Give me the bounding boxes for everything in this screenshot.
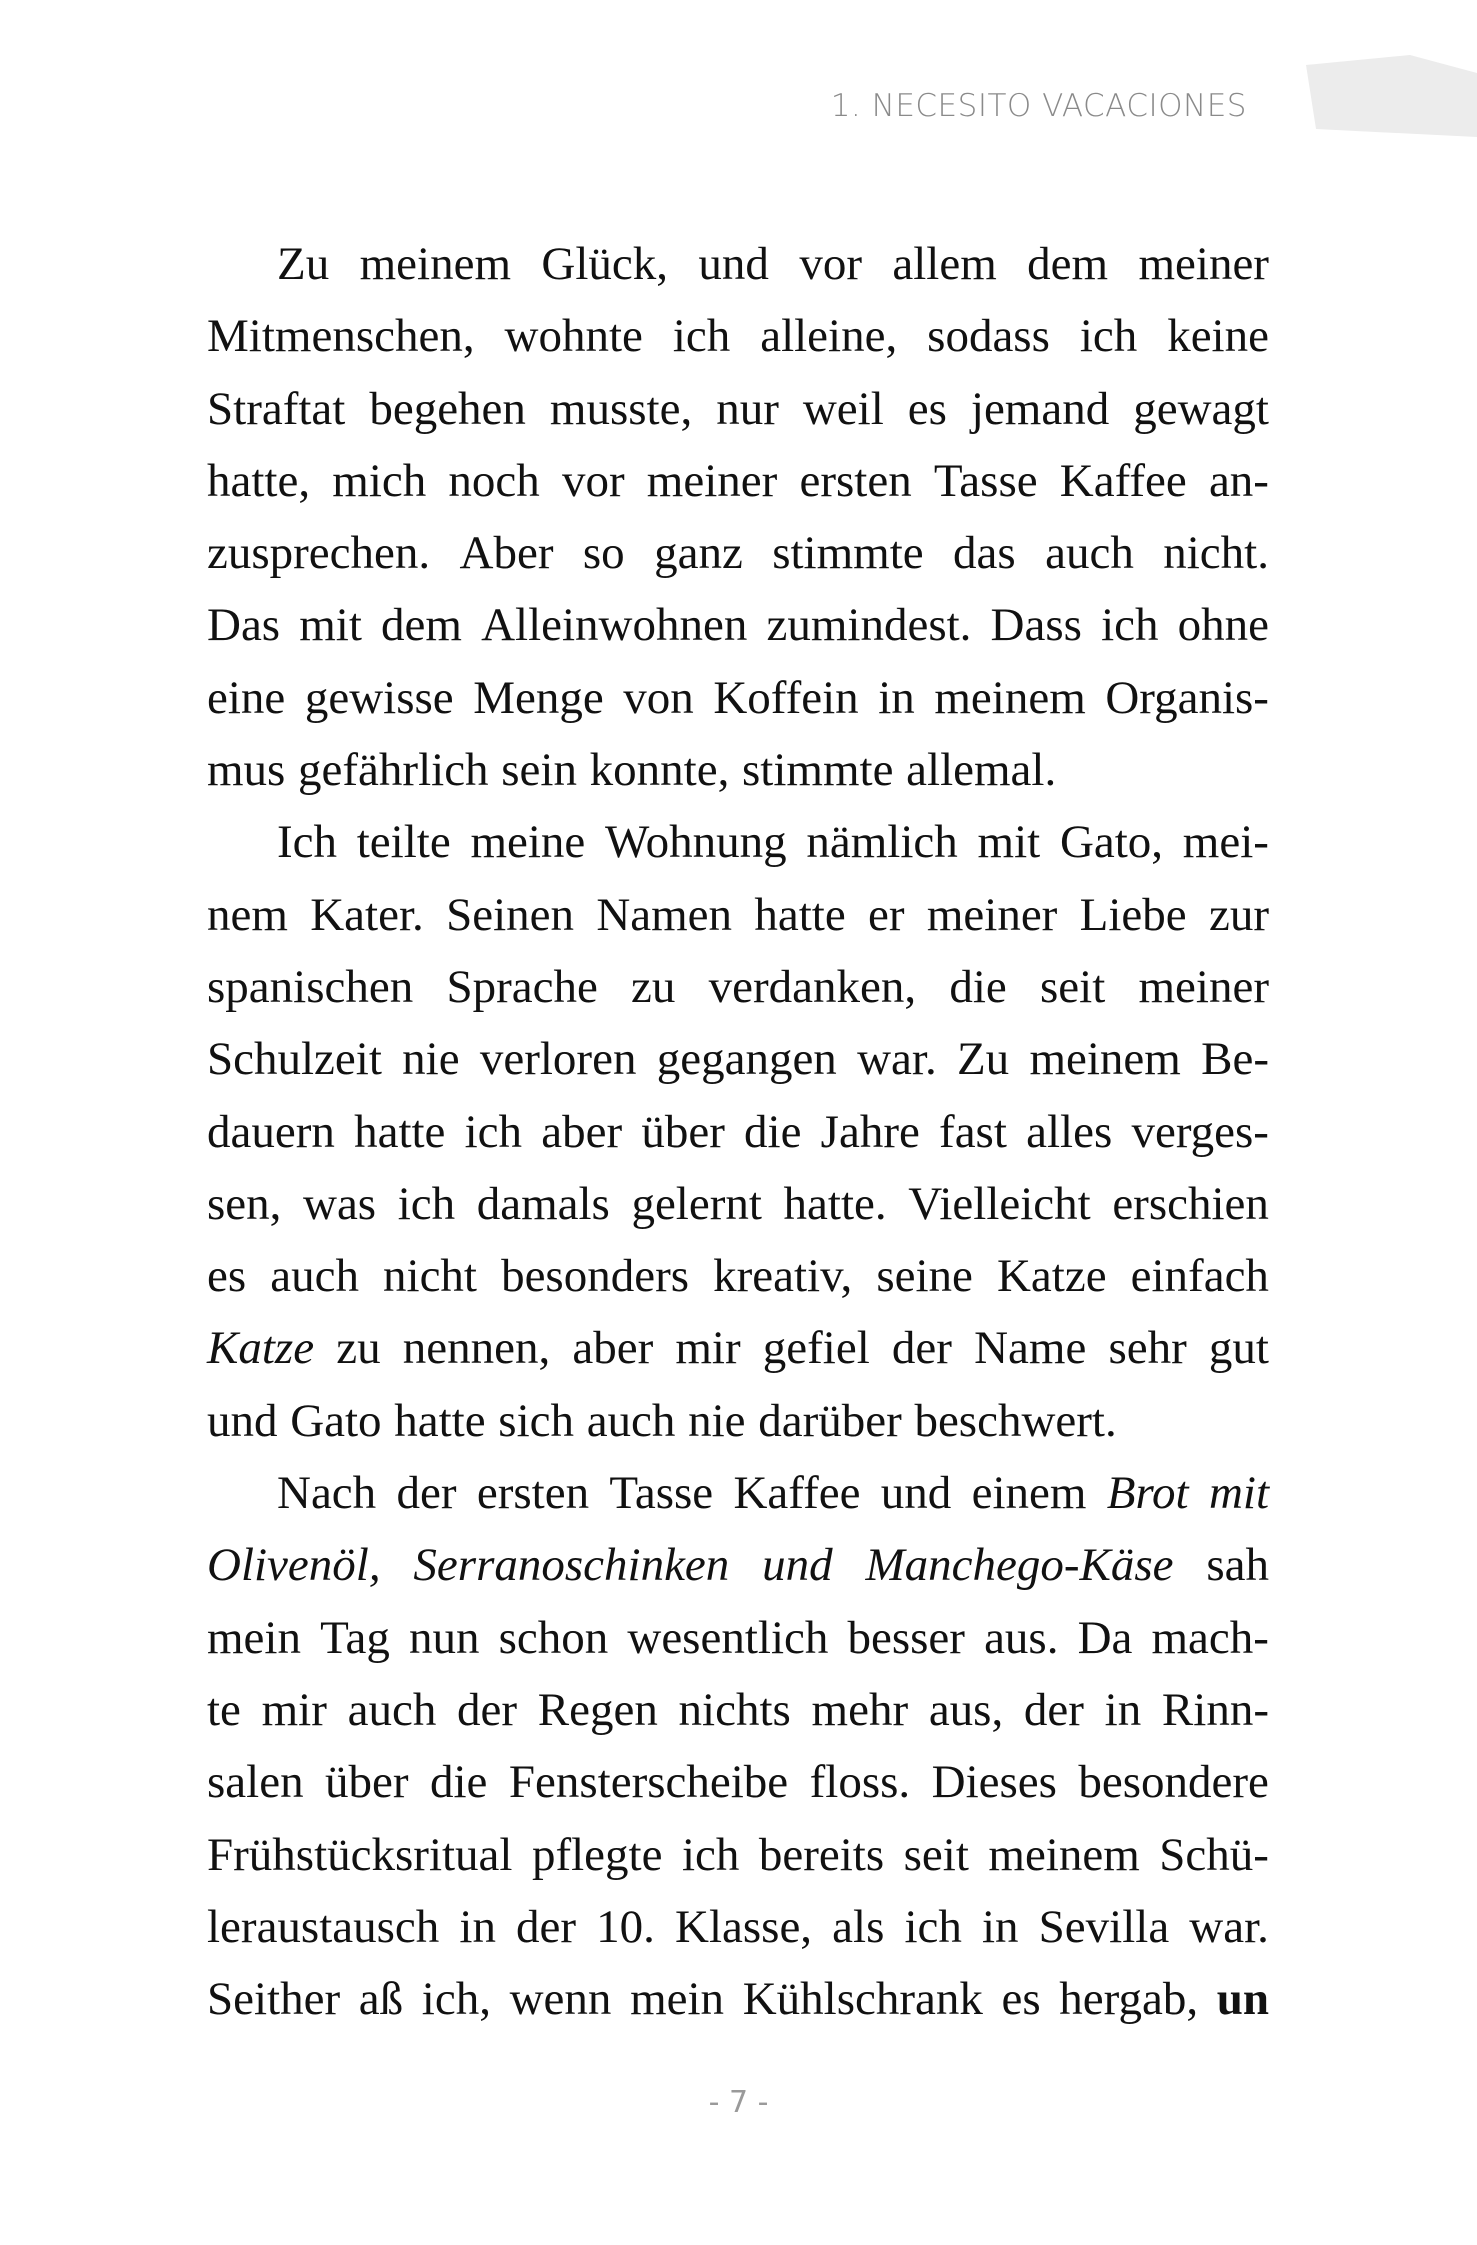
word: ich: [464, 1105, 523, 1158]
word: mit: [977, 816, 1041, 869]
word: die: [430, 1756, 488, 1809]
word: Wohnung: [605, 816, 787, 869]
word: verloren: [479, 1033, 637, 1086]
word: einfach: [1130, 1250, 1269, 1303]
word: es: [1001, 1973, 1041, 2026]
word: sehr: [1108, 1322, 1187, 1375]
word: ganz: [654, 527, 743, 580]
word: sah: [1206, 1539, 1269, 1592]
word: ohne: [1177, 599, 1269, 652]
text-line: [207, 1096, 1269, 1168]
word: nämlich: [806, 816, 958, 869]
word: Dieses: [931, 1756, 1057, 1809]
word: Name: [974, 1322, 1087, 1375]
text-line: [207, 1385, 1269, 1457]
word: aß: [358, 1973, 404, 2026]
word: sein: [501, 744, 577, 797]
word: besonders: [501, 1250, 690, 1303]
text-line: [207, 734, 1269, 806]
word: auch: [586, 1394, 676, 1447]
word: mach-: [1151, 1611, 1269, 1664]
word: spanischen: [207, 960, 414, 1013]
word: begehen: [369, 382, 526, 435]
word: in: [878, 671, 915, 724]
word: in: [981, 1900, 1019, 1953]
word: nennen,: [402, 1322, 551, 1375]
word: bereits: [758, 1828, 885, 1881]
word: te: [207, 1683, 241, 1736]
word: meiner: [1138, 238, 1269, 290]
word: Sevilla: [1038, 1900, 1170, 1953]
word: Mitmenschen,: [207, 310, 475, 363]
word: als: [832, 1900, 885, 1953]
word: weil: [802, 382, 884, 435]
word: ersten: [476, 1467, 590, 1520]
word: teilte: [356, 816, 451, 869]
word: Seither: [207, 1973, 341, 2026]
word: die: [744, 1105, 802, 1158]
word: Manchego-Käse: [865, 1539, 1174, 1592]
word: Tasse: [933, 454, 1038, 507]
word: mein: [630, 1973, 725, 2026]
word: gelernt: [631, 1177, 762, 1230]
text-line: [207, 589, 1269, 661]
word: Organis-: [1105, 671, 1269, 724]
word: noch: [448, 454, 540, 507]
word: meinem: [934, 671, 1086, 724]
word: was: [303, 1177, 377, 1230]
word: der: [1023, 1683, 1084, 1736]
word: mit: [1208, 1467, 1269, 1520]
paragraph: [207, 228, 1269, 806]
word: meine: [470, 816, 586, 869]
word: und: [880, 1467, 952, 1520]
word: Kaffee: [1059, 454, 1187, 507]
word: salen: [207, 1756, 304, 1809]
word: Das: [207, 599, 281, 652]
word: meinem: [359, 238, 512, 290]
paragraph: [207, 1457, 1269, 2035]
word: Liebe: [1079, 888, 1187, 941]
word: aber: [541, 1105, 623, 1158]
word: nicht: [383, 1250, 477, 1303]
word: mit: [299, 599, 362, 652]
word: leraustausch: [207, 1900, 440, 1953]
word: ich: [681, 1828, 740, 1881]
word: un: [1216, 1973, 1269, 2026]
text-line: [207, 300, 1269, 372]
word: gewagt: [1133, 382, 1269, 435]
word: Kühlschrank: [742, 1973, 983, 2026]
word: darüber: [758, 1394, 902, 1447]
word: nem: [207, 888, 288, 941]
word: einem: [971, 1467, 1087, 1520]
word: Tasse: [609, 1467, 714, 1520]
word: seine: [876, 1250, 973, 1303]
word: war.: [1189, 1900, 1269, 1953]
word: Gato,: [1059, 816, 1164, 869]
text-line: [207, 1240, 1269, 1312]
word: Menge: [473, 671, 604, 724]
word: dem: [1027, 238, 1109, 290]
word: er: [868, 888, 905, 941]
word: aus,: [928, 1683, 1004, 1736]
word: Klasse,: [675, 1900, 813, 1953]
word: kreativ,: [713, 1250, 853, 1303]
word: nun: [409, 1611, 480, 1664]
word: sen,: [207, 1177, 282, 1230]
word: ich: [1079, 310, 1138, 363]
word: auch: [270, 1250, 359, 1303]
word: beschwert.: [914, 1394, 1117, 1447]
word: der: [891, 1322, 952, 1375]
word: Alleinwohnen: [481, 599, 748, 652]
word: Namen: [596, 888, 733, 941]
word: alleine,: [760, 310, 898, 363]
word: meiner: [646, 454, 778, 507]
word: die: [949, 960, 1007, 1013]
text-line: [207, 662, 1269, 734]
text-line: [207, 1674, 1269, 1746]
word: verges-: [1131, 1105, 1269, 1158]
word: dem: [381, 599, 462, 652]
word: ich: [904, 1900, 962, 1953]
word: mein: [207, 1611, 301, 1664]
word: hergab,: [1059, 1973, 1199, 2026]
word: Frühstücksritual: [207, 1828, 513, 1881]
word: Aber: [459, 527, 554, 580]
word: Tag: [320, 1611, 390, 1664]
word: in: [1104, 1683, 1142, 1736]
word: Sprache: [446, 960, 598, 1013]
word: Jahre: [820, 1105, 920, 1158]
word: stimmte: [772, 527, 924, 580]
text-line: [207, 373, 1269, 445]
word: gefiel: [762, 1322, 870, 1375]
word: nie: [402, 1033, 460, 1086]
text-line: [207, 517, 1269, 589]
word: mich: [332, 454, 427, 507]
text-line: [207, 951, 1269, 1023]
text-line: [207, 1891, 1269, 1963]
word: mus: [207, 744, 286, 797]
paragraph: [207, 806, 1269, 1457]
word: damals: [476, 1177, 610, 1230]
text-line: [207, 1602, 1269, 1674]
word: der: [516, 1900, 577, 1953]
word: Katze: [996, 1250, 1107, 1303]
word: Kater.: [310, 888, 424, 941]
word: mir: [675, 1322, 741, 1375]
word: war.: [857, 1033, 937, 1086]
word: keine: [1167, 310, 1269, 363]
word: Glück,: [541, 238, 669, 290]
word: Schulzeit: [207, 1033, 382, 1086]
word: verdanken,: [708, 960, 917, 1013]
text-line: [207, 879, 1269, 951]
word: seit: [1039, 960, 1106, 1013]
word: es: [907, 382, 947, 435]
word: Zu: [277, 238, 330, 290]
word: stimmte: [742, 744, 894, 797]
word: Dass: [990, 599, 1082, 652]
word: besser: [847, 1611, 965, 1664]
word: der: [457, 1683, 518, 1736]
word: wenn: [509, 1973, 612, 2026]
word: nur: [716, 382, 779, 435]
word: wesentlich: [627, 1611, 829, 1664]
word: ersten: [799, 454, 912, 507]
text-line: [207, 1746, 1269, 1818]
word: über: [641, 1105, 725, 1158]
word: alles: [1026, 1105, 1113, 1158]
word: Serranoschinken: [413, 1539, 730, 1592]
word: mei-: [1182, 816, 1269, 869]
running-head-chapter-title: 1. NECESITO VACACIONES: [830, 88, 1247, 124]
word: zu: [631, 960, 676, 1013]
word: zusprechen.: [207, 527, 431, 580]
word: erschien: [1112, 1177, 1269, 1230]
word: mehr: [811, 1683, 909, 1736]
word: an-: [1208, 454, 1269, 507]
word: Vielleicht: [908, 1177, 1091, 1230]
word: zur: [1208, 888, 1269, 941]
word: schon: [498, 1611, 609, 1664]
word: gegangen: [656, 1033, 837, 1086]
word: jemand: [970, 382, 1110, 435]
word: Katze: [207, 1322, 315, 1375]
word: hatte.: [783, 1177, 887, 1230]
word: Zu: [956, 1033, 1010, 1086]
word: hatte: [394, 1394, 486, 1447]
word: in: [459, 1900, 496, 1953]
word: Kaffee: [733, 1467, 861, 1520]
word: ich: [397, 1177, 456, 1230]
word: Schü-: [1159, 1828, 1269, 1881]
word: ich: [672, 310, 731, 363]
word: sich: [498, 1394, 574, 1447]
word: und: [762, 1539, 833, 1592]
word: gut: [1208, 1322, 1269, 1375]
word: Brot: [1106, 1467, 1189, 1520]
word: sodass: [927, 310, 1050, 363]
word: Da: [1077, 1611, 1133, 1664]
word: nichts: [678, 1683, 791, 1736]
word: vor: [799, 238, 862, 290]
text-line: [207, 1312, 1269, 1384]
word: pflegte: [531, 1828, 663, 1881]
word: allem: [892, 238, 997, 290]
word: wohnte: [504, 310, 643, 363]
word: Olivenöl,: [207, 1539, 381, 1592]
word: so: [582, 527, 625, 580]
text-line: [207, 228, 1269, 300]
word: floss.: [809, 1756, 911, 1809]
word: Ich: [277, 816, 338, 869]
text-line: [207, 1963, 1269, 2035]
word: konnte,: [589, 744, 730, 797]
word: und: [698, 238, 769, 290]
word: nie: [688, 1394, 746, 1447]
word: dauern: [207, 1105, 335, 1158]
word: es: [207, 1250, 247, 1303]
word: meiner: [1138, 960, 1269, 1013]
word: Gato: [290, 1394, 382, 1447]
word: Koffein: [713, 671, 859, 724]
body-text: [207, 228, 1269, 2035]
word: gewisse: [304, 671, 454, 724]
word: zumindest.: [766, 599, 972, 652]
chapter-thumb-tab: [1298, 55, 1477, 137]
word: auch: [1045, 527, 1134, 580]
word: Seinen: [446, 888, 574, 941]
word: aus.: [984, 1611, 1059, 1664]
word: 10.: [596, 1900, 655, 1953]
text-line: [207, 1023, 1269, 1095]
word: hatte,: [207, 454, 311, 507]
page-number: - 7 -: [708, 2085, 769, 2120]
text-line: [207, 1168, 1269, 1240]
word: meiner: [926, 888, 1058, 941]
word: von: [623, 671, 694, 724]
word: allemal.: [906, 744, 1057, 797]
word: vor: [561, 454, 625, 507]
word: nicht.: [1163, 527, 1269, 580]
text-line: [207, 1529, 1269, 1601]
word: das: [953, 527, 1016, 580]
text-line: [207, 806, 1269, 878]
word: hatte: [354, 1105, 446, 1158]
word: zu: [336, 1322, 381, 1375]
word: aber: [572, 1322, 654, 1375]
word: der: [396, 1467, 457, 1520]
word: besondere: [1078, 1756, 1269, 1809]
word: Straftat: [207, 382, 346, 435]
word: fast: [939, 1105, 1007, 1158]
word: Rinn-: [1161, 1683, 1269, 1736]
text-line: [207, 1457, 1269, 1529]
word: musste,: [549, 382, 693, 435]
word: ich: [1101, 599, 1159, 652]
word: meinem: [1029, 1033, 1181, 1086]
word: Fensterscheibe: [508, 1756, 789, 1809]
word: Regen: [537, 1683, 658, 1736]
word: und: [207, 1394, 278, 1447]
word: mir: [261, 1683, 327, 1736]
word: auch: [347, 1683, 437, 1736]
word: meinem: [988, 1828, 1140, 1881]
word: Nach: [277, 1467, 377, 1520]
word: Be-: [1201, 1033, 1269, 1086]
word: über: [325, 1756, 409, 1809]
word: ich,: [421, 1973, 491, 2026]
word: hatte: [754, 888, 846, 941]
text-line: [207, 445, 1269, 517]
word: eine: [207, 671, 286, 724]
word: gefährlich: [298, 744, 489, 797]
word: seit: [903, 1828, 969, 1881]
text-line: [207, 1819, 1269, 1891]
